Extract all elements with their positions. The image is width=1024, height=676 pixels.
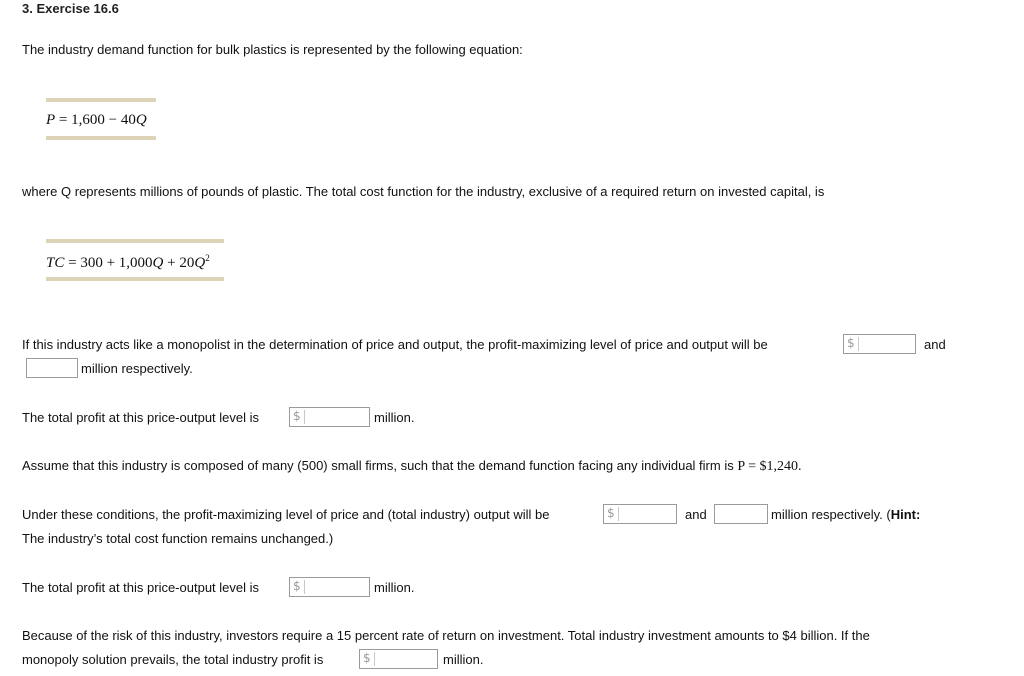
competitive-price-input[interactable] xyxy=(603,504,677,524)
q5-suffix: million. xyxy=(443,652,484,667)
currency-divider xyxy=(374,652,375,666)
q1-and: and xyxy=(924,337,946,352)
q2-text: The total profit at this price-output level is xyxy=(22,410,260,425)
demand-equation: P = 1,600 − 40Q xyxy=(46,112,147,128)
monopoly-output-input[interactable] xyxy=(26,358,78,378)
currency-divider xyxy=(304,580,305,594)
q3-and: and xyxy=(685,507,707,522)
exercise-title: 3. Exercise 16.6 xyxy=(22,1,119,16)
currency-divider xyxy=(304,410,305,424)
currency-divider xyxy=(858,337,859,351)
intro-text: The industry demand function for bulk plastics is represented by the following equation: xyxy=(22,42,523,57)
q4-suffix: million. xyxy=(374,580,415,595)
q5-text-a: Because of the risk of this industry, investors require a 15 percent rate of return on investment. Total industry investment amounts to $4 billion. If the xyxy=(22,628,870,643)
hint-label: Hint xyxy=(890,507,916,522)
firm-demand-equation: P = $1,240. xyxy=(737,459,802,474)
assume-text xyxy=(22,458,802,475)
cost-equation: TC = $300 + 1,000Q + 20Q^2$ xyxy=(46,253,210,271)
q3-text-a: Under these conditions, the profit-maximizing level of price and (total industry) output will be xyxy=(22,507,550,522)
q3-text-b-part: million respectively. ( xyxy=(771,507,891,522)
monopoly-price-input[interactable] xyxy=(843,334,916,354)
required-return-profit-input[interactable] xyxy=(359,649,438,669)
currency-symbol: $ xyxy=(607,506,615,520)
q4-text: The total profit at this price-output level is xyxy=(22,580,260,595)
q3-text-d: The industry’s total cost function remains unchanged.) xyxy=(22,531,334,546)
q1-text-b: million respectively. xyxy=(81,361,193,376)
currency-symbol: $ xyxy=(847,336,855,350)
assume-sentence: Assume that this industry is composed of many (500) small firms, such that the demand function facing any individual firm is xyxy=(22,458,734,473)
cost-intro-text: where Q represents millions of pounds of plastic. The total cost function for the industry, exclusive of a required return on invested capital, is xyxy=(22,184,825,199)
currency-symbol: $ xyxy=(293,579,301,593)
q5-text-b: monopoly solution prevails, the total industry profit is xyxy=(22,652,324,667)
currency-symbol: $ xyxy=(363,651,371,665)
competitive-output-input[interactable] xyxy=(714,504,768,524)
monopoly-profit-input[interactable] xyxy=(289,407,370,427)
q2-suffix: million. xyxy=(374,410,415,425)
currency-symbol: $ xyxy=(293,409,301,423)
q3-text-b xyxy=(771,507,920,523)
currency-divider xyxy=(618,507,619,521)
q1-text-a: If this industry acts like a monopolist in the determination of price and output, the profit-maximizing level of price and output will be xyxy=(22,337,768,352)
competitive-profit-input[interactable] xyxy=(289,577,370,597)
hint-colon: : xyxy=(915,507,921,522)
